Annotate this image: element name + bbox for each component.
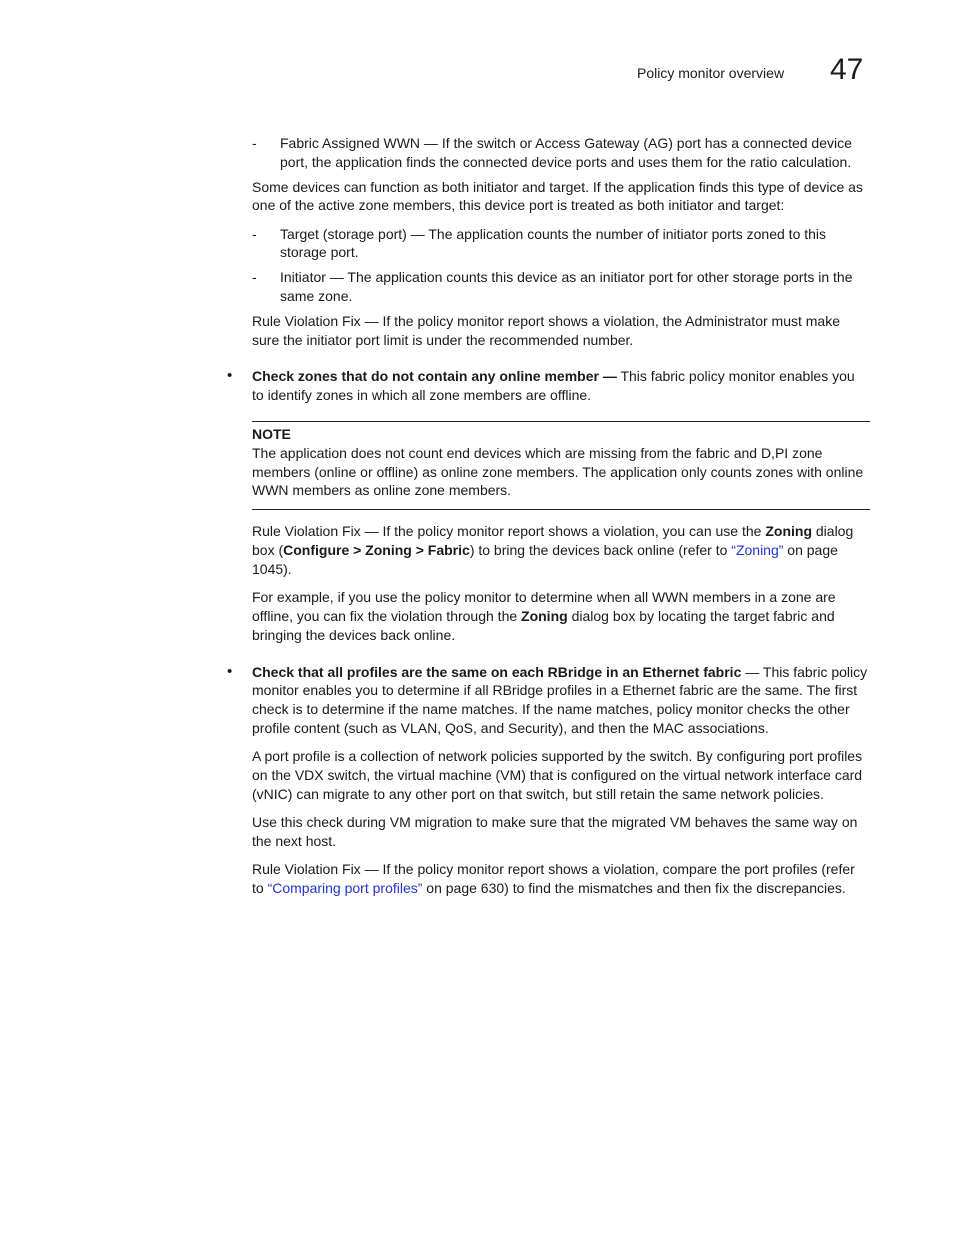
list-item-text: Fabric Assigned WWN — If the switch or Access Gateway (AG) port has a connected device port, the application finds the connected device ports and uses them for the ratio calculation. xyxy=(280,135,852,170)
text-run: For example, if you use the policy monitor to determine when all WWN members in a zone are offline, you can fix the violation through the xyxy=(252,589,836,624)
text-run: ) to bring the devices back online (refer to xyxy=(469,542,732,559)
bullet-heading: Check that all profiles are the same on each RBridge in an Ethernet fabric xyxy=(252,663,742,680)
bullet-heading: Check zones that do not contain any online member — xyxy=(252,368,617,385)
note-box xyxy=(252,421,870,510)
note-label: NOTE xyxy=(252,426,291,443)
paragraph xyxy=(252,522,870,578)
text-run: Rule Violation Fix — If the policy monitor report shows a violation, you can use the xyxy=(252,523,766,540)
list-item-text: Initiator — The application counts this device as an initiator port for other storage ports in the same zone. xyxy=(280,269,853,305)
bullet-item xyxy=(227,662,870,738)
list-item xyxy=(252,134,870,172)
paragraph: Rule Violation Fix — If the policy monitor report shows a violation, the Administrator must make sure the initiator port limit is under the recommended number. xyxy=(252,312,840,348)
paragraph: A port profile is a collection of network policies supported by the switch. By configuring port profiles on the VDX switch, the virtual machine (VM) that is configured on the virtual network interface card (vNIC) can migrate to any other port on that switch, but still retain the same network policies. xyxy=(252,748,863,802)
page-header-title: Policy monitor overview xyxy=(637,65,785,81)
text-run: dialog box ( xyxy=(252,523,854,559)
ui-menu-path: Configure > Zoning > Fabric xyxy=(283,542,470,559)
note-text: The application does not count end devices which are missing from the fabric and D,PI zone members (online or offline) as online zone members. The application only counts zones with online WWN members as online zone members. xyxy=(252,444,864,499)
list-item xyxy=(252,225,870,263)
ui-term: Zoning xyxy=(521,607,568,624)
text-run: dialog box by locating the target fabric and bringing the devices back online. xyxy=(252,607,835,643)
text-run: Rule Violation Fix — If the policy monitor report shows a violation, compare the port profiles (refer to xyxy=(252,861,855,896)
dash-marker: - xyxy=(252,269,257,286)
bullet-item xyxy=(227,367,870,405)
bullet-text: This fabric policy monitor enables you to identify zones in which all zone members are offline. xyxy=(252,368,855,404)
paragraph: Use this check during VM migration to make sure that the migrated VM behaves the same way on the next host. xyxy=(252,814,858,849)
chapter-number: 47 xyxy=(830,53,864,86)
zoning-link[interactable]: “Zoning” xyxy=(731,542,784,559)
dash-marker: - xyxy=(252,225,257,242)
page-content xyxy=(227,134,870,907)
paragraph xyxy=(252,588,870,644)
paragraph: Some devices can function as both initiator and target. If the application finds this type of device as one of the active zone members, this device port is treated as both initiator and target: xyxy=(252,178,863,214)
dash-marker: - xyxy=(252,135,257,151)
ui-term: Zoning xyxy=(765,523,812,540)
bullet-marker: • xyxy=(227,662,233,680)
list-item xyxy=(252,268,870,306)
text-run: on page 1045). xyxy=(252,542,838,577)
text-run: on page 630) to find the mismatches and then fix the discrepancies. xyxy=(422,880,846,896)
paragraph xyxy=(252,860,870,898)
comparing-port-profiles-link[interactable]: “Comparing port profiles” xyxy=(267,880,423,896)
bullet-text: — This fabric policy monitor enables you to determine if all RBridge profiles in a Ethernet fabric are the same. The first check is to determine if the name matches. If the name matches, policy monitor checks the other profile content (such as VLAN, QoS, and Security), and then the MAC associations. xyxy=(252,663,868,736)
bullet-marker: • xyxy=(227,367,233,385)
list-item-text: Target (storage port) — The application counts the number of initiator ports zoned to this storage port. xyxy=(280,225,827,261)
